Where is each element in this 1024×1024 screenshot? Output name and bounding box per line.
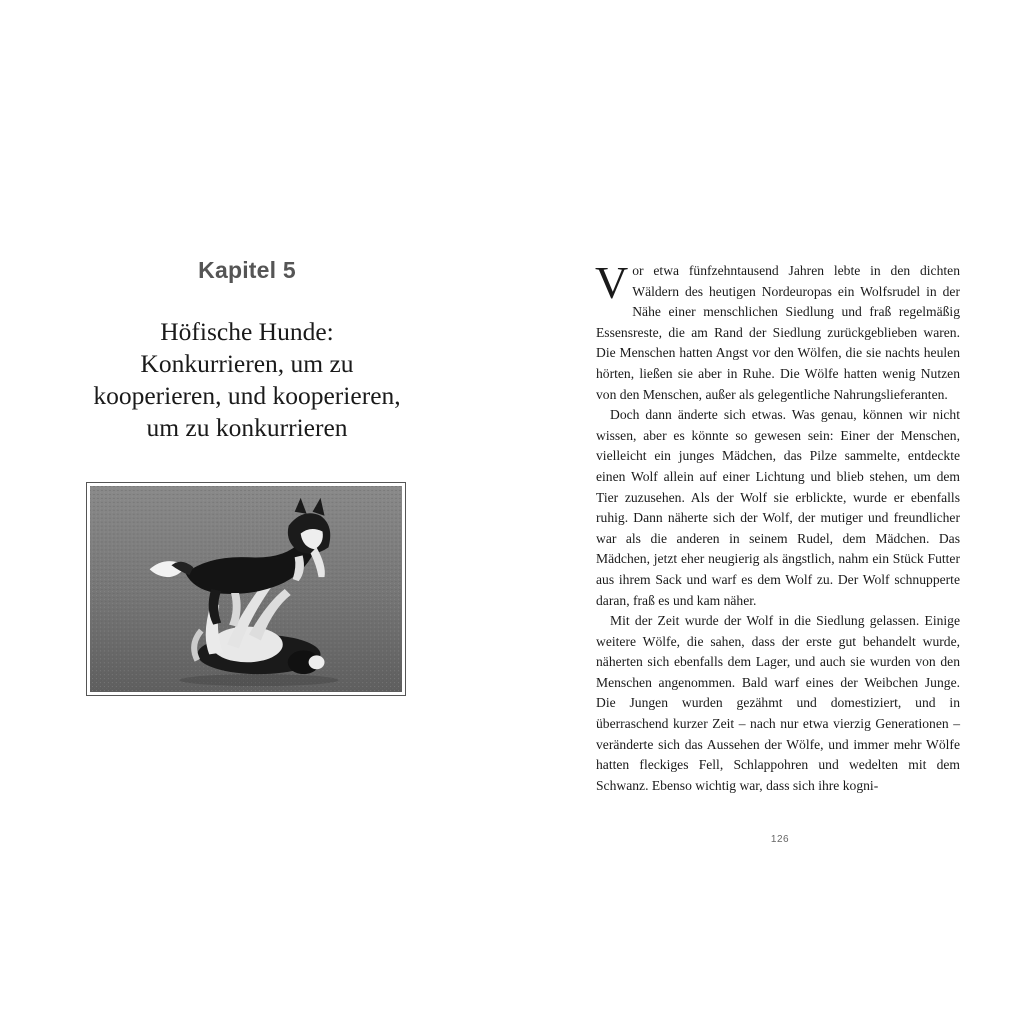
paragraph-text: or etwa fünfzehntausend Jahren lebte in den dichten Wäldern des heutigen Nordeuropas ein Wolfsrudel in der Nähe einer menschlichen Siedlung und fraß regelmäßig Essensreste, die am Rand der Siedlung zurückgeblieben waren. Die Menschen hatten Angst vor den Wölfen, die sie nachts heulen hörten, ließen sie aber in Ruhe. Die Wölfe hatten wenig Nutzen von den Menschen, außer als gelegentliche Nahrungslieferanten. <box>596 263 960 402</box>
chapter-title-line: Höfische Hunde: <box>160 317 334 346</box>
chapter-title-line: kooperieren, und kooperieren, <box>93 381 401 410</box>
chapter-heading <box>80 250 414 444</box>
paragraph: Doch dann änderte sich etwas. Was genau, können wir nicht wissen, aber es könnte so gewesen sein: Einer der Menschen, vielleicht ein junges Mädchen, das Pilze sammelte, entdeckte einen Wolf allein auf einer Lichtung und blieb stehen, um dem Tier zuzusehen. Als der Wolf sie erblickte, wurde er ebenfalls ruhig. Dann näherte sich der Wolf, der mutiger und freundlicher war als die anderen in seinem Rudel, dem Mädchen. Das Mädchen, jetzt eher neugierig als ängstlich, nahm ein Stück Futter aus ihrem Sack und warf es dem Wolf zu. Der Wolf schnupperte daran, fraß es und kam näher. <box>596 407 960 608</box>
body-text <box>595 257 960 796</box>
page-number: 126 <box>770 834 790 845</box>
paragraph: Mit der Zeit wurde der Wolf in die Siedlung gelassen. Einige weitere Wölfe, die sahen, dass der erste gut behandelt wurde, näherten sich ebenfalls dem Lager, und auch sie wurden von den Menschen angenommen. Bald warf eines der Weibchen Junge. Die Jungen wurden gezähmt und domestiziert, und in überraschend kurzer Zeit – nach nur etwa vierzig Generationen – veränderte sich das Aussehen der Wölfe, und immer mehr Wölfe hatten fleckiges Fell, Schlappohren und wedelten mit dem Schwanz. Ebenso wichtig war, dass sich ihre kogni- <box>596 613 960 793</box>
chapter-label: Kapitel 5 <box>198 257 296 283</box>
dogs-photo-illustration <box>90 486 402 692</box>
chapter-title-line: Konkurrieren, um zu <box>140 349 354 378</box>
chapter-photo <box>86 482 406 696</box>
paragraph <box>595 257 960 405</box>
drop-cap: V <box>595 257 629 308</box>
chapter-title <box>80 316 414 444</box>
chapter-title-line: um zu konkurrieren <box>146 413 348 442</box>
